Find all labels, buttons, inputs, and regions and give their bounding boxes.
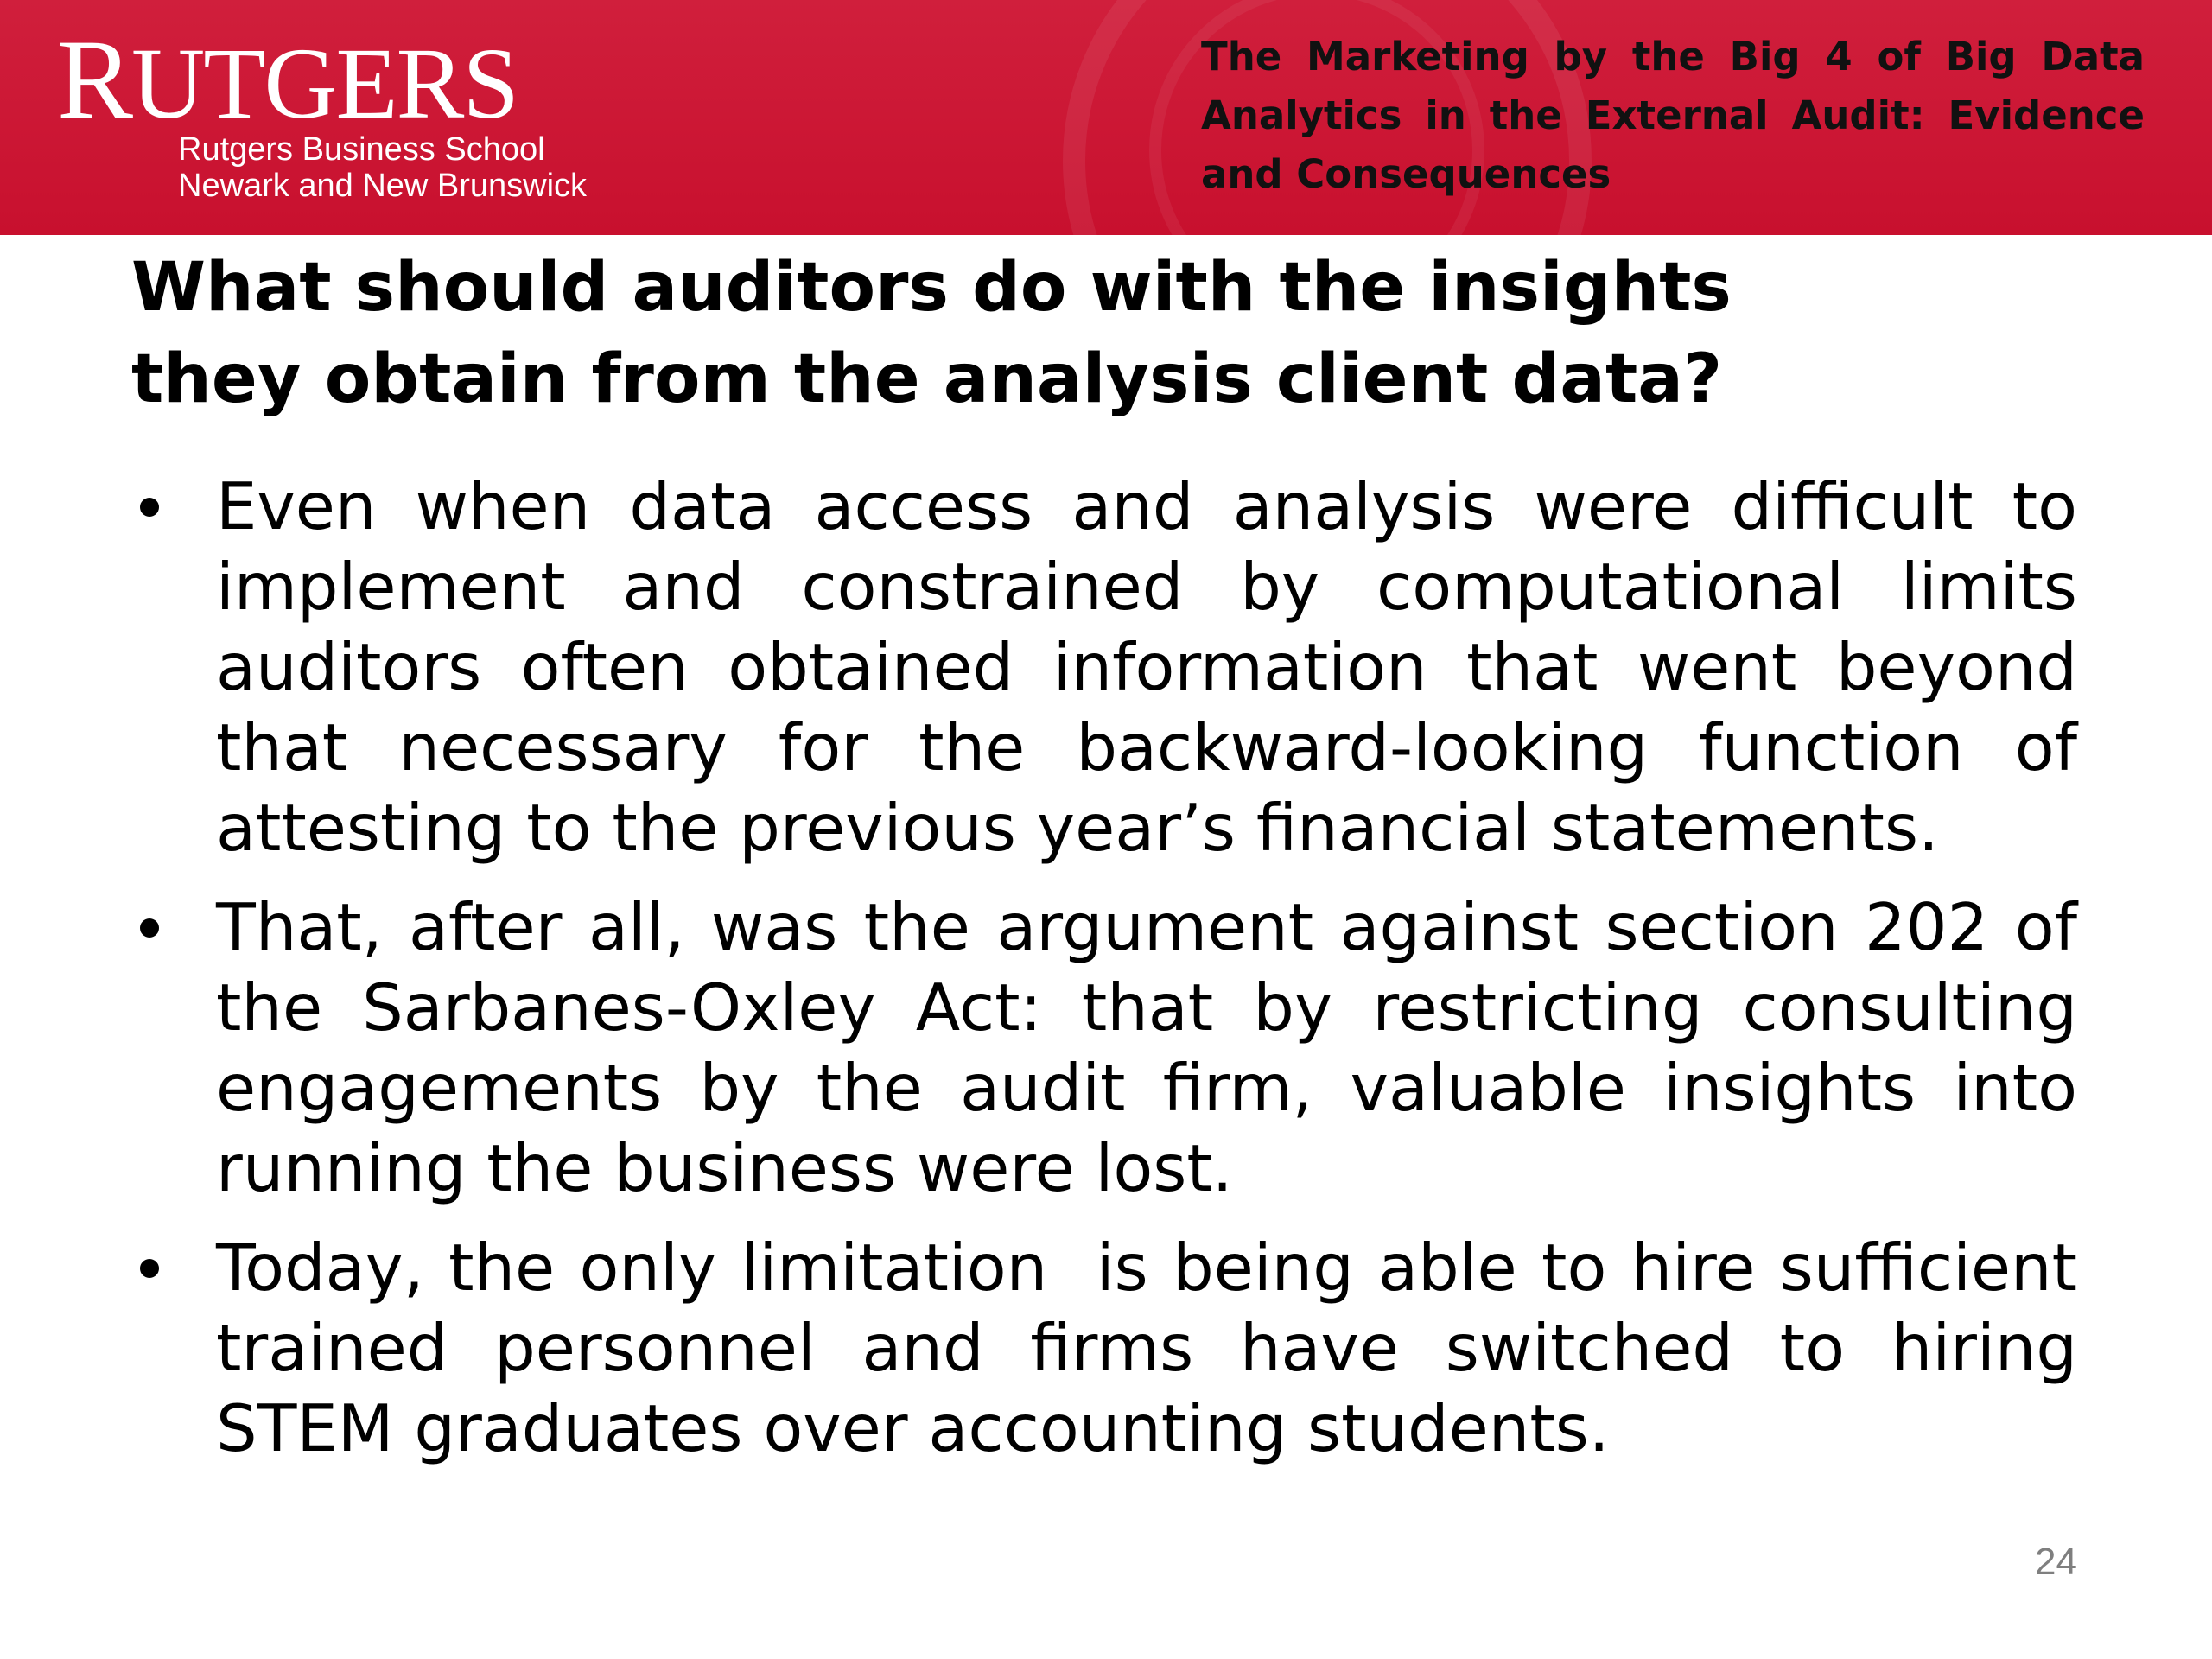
page-number: 24 (2035, 1541, 2077, 1583)
logo-initial: R (57, 16, 132, 143)
slide-heading (131, 242, 2119, 425)
bullet-item (131, 467, 2077, 868)
bullet-text: Even when data access and analysis were difficult to implement and constrained by computational limits auditors often obtained information that went beyond that necessary for the backward-looking function of attesting to the previous year’s financial statements. (216, 468, 2077, 866)
school-line-2: Newark and New Brunswick (178, 168, 588, 204)
bullet-item (131, 1228, 2098, 1469)
school-name (178, 131, 587, 204)
logo-rest: UTGERS (131, 27, 518, 140)
bullet-dot-icon (140, 918, 159, 938)
slide-heading-line-2: they obtain from the analysis client data? (131, 340, 1723, 418)
slide-heading-line-1: What should auditors do with the insights (131, 249, 1732, 327)
header-band (0, 0, 2212, 235)
rutgers-logo (57, 16, 518, 144)
bullet-dot-icon (140, 1259, 159, 1278)
bullet-dot-icon (140, 498, 159, 517)
bullet-text: Today, the only limitation is being able to hire sufficient trained personnel and firms have switched to hiring STEM graduates over accounting students. (216, 1230, 2098, 1466)
bullet-text: That, after all, was the argument against section 202 of the Sarbanes-Oxley Act: that by restricting consulting engagements by the audit firm, valuable insights into running the business were lost. (216, 889, 2077, 1206)
school-line-1: Rutgers Business School (178, 131, 545, 168)
bullet-item (131, 887, 2077, 1209)
presentation-title: The Marketing by the Big 4 of Big Data Analytics in the External Audit: Evidence and Consequences (1201, 34, 2145, 197)
bullet-list (131, 467, 2098, 1488)
